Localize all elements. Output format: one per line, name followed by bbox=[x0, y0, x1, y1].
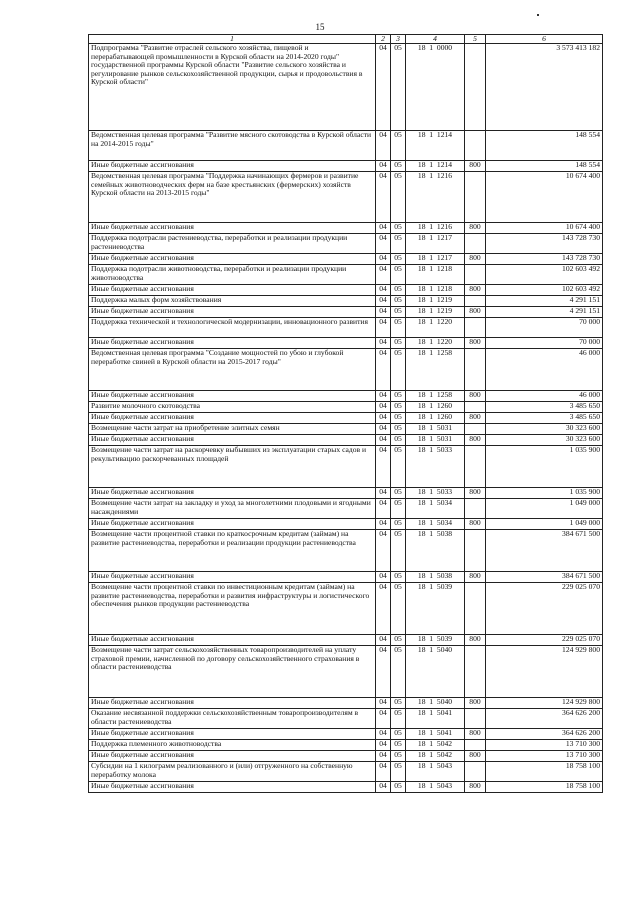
row-name: Иные бюджетные ассигнования bbox=[89, 488, 376, 499]
row-target-article: 18 1 1220 bbox=[406, 338, 465, 349]
row-subsection: 05 bbox=[391, 709, 406, 729]
row-expense-type bbox=[465, 318, 486, 338]
row-target-article: 18 1 1214 bbox=[406, 131, 465, 161]
row-expense-type bbox=[465, 646, 486, 698]
row-section: 04 bbox=[376, 762, 391, 782]
row-subsection: 05 bbox=[391, 635, 406, 646]
row-target-article: 18 1 5031 bbox=[406, 435, 465, 446]
row-name: Иные бюджетные ассигнования bbox=[89, 307, 376, 318]
row-target-article: 18 1 5043 bbox=[406, 762, 465, 782]
row-name: Возмещение части затрат сельскохозяйственных товаропроизводителей на уплату страховой премии, начисленной по договору сельскохозяйственного страхования в области растениеводства bbox=[89, 646, 376, 698]
row-subsection: 05 bbox=[391, 740, 406, 751]
row-name: Иные бюджетные ассигнования bbox=[89, 572, 376, 583]
row-subsection: 05 bbox=[391, 161, 406, 172]
row-target-article: 18 1 5043 bbox=[406, 782, 465, 793]
row-sum: 148 554 bbox=[486, 161, 603, 172]
row-subsection: 05 bbox=[391, 530, 406, 572]
row-section: 04 bbox=[376, 318, 391, 338]
row-subsection: 05 bbox=[391, 391, 406, 402]
table-body bbox=[89, 44, 603, 793]
table-row bbox=[89, 172, 603, 223]
row-expense-type bbox=[465, 762, 486, 782]
row-target-article: 18 1 5033 bbox=[406, 446, 465, 488]
row-subsection: 05 bbox=[391, 265, 406, 285]
row-target-article: 18 1 5040 bbox=[406, 698, 465, 709]
table-row bbox=[89, 446, 603, 488]
row-section: 04 bbox=[376, 254, 391, 265]
table-row bbox=[89, 519, 603, 530]
column-number-name: 1 bbox=[89, 35, 376, 44]
row-target-article: 18 1 5041 bbox=[406, 729, 465, 740]
row-sum: 46 000 bbox=[486, 391, 603, 402]
row-target-article: 18 1 5042 bbox=[406, 740, 465, 751]
row-subsection: 05 bbox=[391, 729, 406, 740]
row-name: Иные бюджетные ассигнования bbox=[89, 729, 376, 740]
row-section: 04 bbox=[376, 413, 391, 424]
row-name: Иные бюджетные ассигнования bbox=[89, 391, 376, 402]
row-expense-type bbox=[465, 131, 486, 161]
row-sum: 384 671 500 bbox=[486, 530, 603, 572]
row-name: Иные бюджетные ассигнования bbox=[89, 223, 376, 234]
row-target-article: 18 1 5034 bbox=[406, 499, 465, 519]
table-row bbox=[89, 265, 603, 285]
row-subsection: 05 bbox=[391, 499, 406, 519]
row-name: Возмещение части затрат на закладку и уход за многолетними плодовыми и ягодными насаждениями bbox=[89, 499, 376, 519]
row-sum: 1 035 900 bbox=[486, 446, 603, 488]
row-name: Ведомственная целевая программа "Развитие мясного скотоводства в Курской области на 2014-2015 годы" bbox=[89, 131, 376, 161]
row-sum: 1 035 900 bbox=[486, 488, 603, 499]
row-section: 04 bbox=[376, 729, 391, 740]
row-sum: 364 626 200 bbox=[486, 729, 603, 740]
row-subsection: 05 bbox=[391, 698, 406, 709]
row-sum: 102 603 492 bbox=[486, 265, 603, 285]
row-sum: 229 025 070 bbox=[486, 583, 603, 635]
row-subsection: 05 bbox=[391, 519, 406, 530]
row-target-article: 18 1 5038 bbox=[406, 572, 465, 583]
row-expense-type bbox=[465, 349, 486, 391]
row-target-article: 18 1 5042 bbox=[406, 751, 465, 762]
row-sum: 364 626 200 bbox=[486, 709, 603, 729]
table-row bbox=[89, 635, 603, 646]
row-target-article: 18 1 1214 bbox=[406, 161, 465, 172]
row-expense-type bbox=[465, 446, 486, 488]
row-name: Подпрограмма "Развитие отраслей сельского хозяйства, пищевой и перерабатывающей промышленности в Курской области на 2014-2020 годы" государственной программы Курской области "Развитие сельского хозяйства и регулирование рынков сельскохозяйственной продукции, сырья и продовольствия в Курской области" bbox=[89, 44, 376, 131]
row-expense-type: 800 bbox=[465, 338, 486, 349]
row-section: 04 bbox=[376, 285, 391, 296]
row-subsection: 05 bbox=[391, 762, 406, 782]
row-expense-type bbox=[465, 499, 486, 519]
row-subsection: 05 bbox=[391, 172, 406, 223]
row-name: Иные бюджетные ассигнования bbox=[89, 782, 376, 793]
table-row bbox=[89, 223, 603, 234]
table-row bbox=[89, 285, 603, 296]
row-section: 04 bbox=[376, 583, 391, 635]
row-subsection: 05 bbox=[391, 488, 406, 499]
row-name: Поддержка технической и технологической модернизации, инновационного развития bbox=[89, 318, 376, 338]
column-number-section: 2 bbox=[376, 35, 391, 44]
row-sum: 70 000 bbox=[486, 318, 603, 338]
row-sum: 13 710 300 bbox=[486, 740, 603, 751]
row-sum: 4 291 151 bbox=[486, 307, 603, 318]
row-expense-type bbox=[465, 296, 486, 307]
row-subsection: 05 bbox=[391, 583, 406, 635]
row-sum: 30 323 600 bbox=[486, 435, 603, 446]
table-row bbox=[89, 782, 603, 793]
row-expense-type: 800 bbox=[465, 161, 486, 172]
column-number-target-article: 4 bbox=[406, 35, 465, 44]
table-row bbox=[89, 530, 603, 572]
row-target-article: 18 1 1219 bbox=[406, 307, 465, 318]
row-section: 04 bbox=[376, 435, 391, 446]
row-target-article: 18 1 5041 bbox=[406, 709, 465, 729]
row-expense-type: 800 bbox=[465, 307, 486, 318]
row-section: 04 bbox=[376, 572, 391, 583]
row-subsection: 05 bbox=[391, 782, 406, 793]
row-name: Иные бюджетные ассигнования bbox=[89, 751, 376, 762]
table-row bbox=[89, 402, 603, 413]
row-section: 04 bbox=[376, 265, 391, 285]
table-row bbox=[89, 234, 603, 254]
table-row bbox=[89, 296, 603, 307]
row-target-article: 18 1 1258 bbox=[406, 391, 465, 402]
row-target-article: 18 1 1219 bbox=[406, 296, 465, 307]
row-sum: 4 291 151 bbox=[486, 296, 603, 307]
row-name: Возмещение части затрат на приобретение элитных семян bbox=[89, 424, 376, 435]
row-expense-type bbox=[465, 234, 486, 254]
row-expense-type bbox=[465, 172, 486, 223]
row-expense-type: 800 bbox=[465, 223, 486, 234]
row-subsection: 05 bbox=[391, 402, 406, 413]
row-subsection: 05 bbox=[391, 338, 406, 349]
row-subsection: 05 bbox=[391, 254, 406, 265]
row-section: 04 bbox=[376, 782, 391, 793]
row-expense-type: 800 bbox=[465, 782, 486, 793]
table-row bbox=[89, 729, 603, 740]
row-section: 04 bbox=[376, 349, 391, 391]
row-section: 04 bbox=[376, 646, 391, 698]
row-section: 04 bbox=[376, 234, 391, 254]
row-section: 04 bbox=[376, 44, 391, 131]
row-sum: 10 674 400 bbox=[486, 223, 603, 234]
row-name: Иные бюджетные ассигнования bbox=[89, 338, 376, 349]
row-target-article: 18 1 0000 bbox=[406, 44, 465, 131]
row-subsection: 05 bbox=[391, 349, 406, 391]
row-target-article: 18 1 1217 bbox=[406, 234, 465, 254]
row-section: 04 bbox=[376, 698, 391, 709]
row-subsection: 05 bbox=[391, 446, 406, 488]
row-sum: 18 758 100 bbox=[486, 782, 603, 793]
row-section: 04 bbox=[376, 709, 391, 729]
row-target-article: 18 1 5031 bbox=[406, 424, 465, 435]
row-section: 04 bbox=[376, 296, 391, 307]
row-target-article: 18 1 1258 bbox=[406, 349, 465, 391]
row-section: 04 bbox=[376, 161, 391, 172]
row-target-article: 18 1 1217 bbox=[406, 254, 465, 265]
row-target-article: 18 1 1218 bbox=[406, 265, 465, 285]
row-section: 04 bbox=[376, 424, 391, 435]
row-name: Развитие молочного скотоводства bbox=[89, 402, 376, 413]
row-name: Ведомственная целевая программа "Создание мощностей по убою и глубокой переработке свиней в Курской области на 2015-2017 годы" bbox=[89, 349, 376, 391]
table-row bbox=[89, 698, 603, 709]
row-sum: 1 049 000 bbox=[486, 519, 603, 530]
row-subsection: 05 bbox=[391, 131, 406, 161]
row-target-article: 18 1 1216 bbox=[406, 172, 465, 223]
row-subsection: 05 bbox=[391, 223, 406, 234]
row-expense-type bbox=[465, 265, 486, 285]
table-row bbox=[89, 44, 603, 131]
row-section: 04 bbox=[376, 307, 391, 318]
row-name: Возмещение части затрат на раскорчевку выбывших из эксплуатации старых садов и рекультивацию раскорчеванных площадей bbox=[89, 446, 376, 488]
row-name: Поддержка подотрасли животноводства, переработки и реализации продукции животноводства bbox=[89, 265, 376, 285]
row-name: Иные бюджетные ассигнования bbox=[89, 161, 376, 172]
row-name: Иные бюджетные ассигнования bbox=[89, 698, 376, 709]
row-target-article: 18 1 5033 bbox=[406, 488, 465, 499]
row-expense-type bbox=[465, 583, 486, 635]
column-number-sum: 6 bbox=[486, 35, 603, 44]
row-target-article: 18 1 1220 bbox=[406, 318, 465, 338]
row-expense-type bbox=[465, 44, 486, 131]
row-target-article: 18 1 1260 bbox=[406, 413, 465, 424]
row-name: Иные бюджетные ассигнования bbox=[89, 413, 376, 424]
table-row bbox=[89, 435, 603, 446]
row-expense-type: 800 bbox=[465, 698, 486, 709]
row-subsection: 05 bbox=[391, 234, 406, 254]
row-expense-type: 800 bbox=[465, 519, 486, 530]
table-row bbox=[89, 751, 603, 762]
row-sum: 124 929 800 bbox=[486, 646, 603, 698]
row-section: 04 bbox=[376, 499, 391, 519]
row-subsection: 05 bbox=[391, 572, 406, 583]
row-name: Иные бюджетные ассигнования bbox=[89, 435, 376, 446]
table-row bbox=[89, 318, 603, 338]
row-subsection: 05 bbox=[391, 424, 406, 435]
row-subsection: 05 bbox=[391, 435, 406, 446]
row-subsection: 05 bbox=[391, 751, 406, 762]
row-section: 04 bbox=[376, 635, 391, 646]
row-name: Поддержка подотрасли растениеводства, переработки и реализации продукции растениеводства bbox=[89, 234, 376, 254]
row-sum: 148 554 bbox=[486, 131, 603, 161]
row-sum: 13 710 300 bbox=[486, 751, 603, 762]
table-row bbox=[89, 572, 603, 583]
row-expense-type bbox=[465, 402, 486, 413]
row-subsection: 05 bbox=[391, 646, 406, 698]
row-subsection: 05 bbox=[391, 307, 406, 318]
row-section: 04 bbox=[376, 519, 391, 530]
table-row bbox=[89, 762, 603, 782]
row-expense-type: 800 bbox=[465, 391, 486, 402]
row-target-article: 18 1 1218 bbox=[406, 285, 465, 296]
table-row bbox=[89, 349, 603, 391]
budget-table bbox=[88, 34, 603, 793]
row-name: Возмещение части процентной ставки по инвестиционным кредитам (займам) на развитие растениеводства, переработки и развития инфраструктуры и логистического обеспечения рынков продукции растениеводства bbox=[89, 583, 376, 635]
row-name: Поддержка племенного животноводства bbox=[89, 740, 376, 751]
row-section: 04 bbox=[376, 131, 391, 161]
table-row bbox=[89, 391, 603, 402]
row-sum: 3 573 413 182 bbox=[486, 44, 603, 131]
row-section: 04 bbox=[376, 391, 391, 402]
row-target-article: 18 1 1216 bbox=[406, 223, 465, 234]
table-row bbox=[89, 307, 603, 318]
row-sum: 143 728 730 bbox=[486, 234, 603, 254]
table-row bbox=[89, 740, 603, 751]
table-row bbox=[89, 709, 603, 729]
row-target-article: 18 1 1260 bbox=[406, 402, 465, 413]
row-section: 04 bbox=[376, 338, 391, 349]
row-sum: 18 758 100 bbox=[486, 762, 603, 782]
table-row bbox=[89, 646, 603, 698]
row-sum: 384 671 500 bbox=[486, 572, 603, 583]
row-name: Возмещение части процентной ставки по краткосрочным кредитам (займам) на развитие растениеводства, переработки и реализации продукции растениеводства bbox=[89, 530, 376, 572]
table-row bbox=[89, 161, 603, 172]
row-expense-type: 800 bbox=[465, 488, 486, 499]
row-expense-type: 800 bbox=[465, 413, 486, 424]
row-sum: 229 025 070 bbox=[486, 635, 603, 646]
row-section: 04 bbox=[376, 172, 391, 223]
table-row bbox=[89, 254, 603, 265]
row-section: 04 bbox=[376, 223, 391, 234]
row-section: 04 bbox=[376, 488, 391, 499]
row-sum: 30 323 600 bbox=[486, 424, 603, 435]
row-name: Иные бюджетные ассигнования bbox=[89, 519, 376, 530]
table-row bbox=[89, 424, 603, 435]
row-name: Поддержка малых форм хозяйствования bbox=[89, 296, 376, 307]
row-section: 04 bbox=[376, 402, 391, 413]
row-name: Ведомственная целевая программа "Поддержка начинающих фермеров и развитие семейных животноводческих ферм на базе крестьянских (фермерских) хозяйств Курской области на 2013-2015 годы" bbox=[89, 172, 376, 223]
row-subsection: 05 bbox=[391, 285, 406, 296]
row-sum: 10 674 400 bbox=[486, 172, 603, 223]
table-row bbox=[89, 488, 603, 499]
row-target-article: 18 1 5038 bbox=[406, 530, 465, 572]
page-number: 15 bbox=[315, 22, 325, 32]
row-sum: 124 929 800 bbox=[486, 698, 603, 709]
row-sum: 3 485 650 bbox=[486, 413, 603, 424]
row-name: Иные бюджетные ассигнования bbox=[89, 285, 376, 296]
row-target-article: 18 1 5034 bbox=[406, 519, 465, 530]
row-expense-type: 800 bbox=[465, 751, 486, 762]
row-subsection: 05 bbox=[391, 413, 406, 424]
scan-speck bbox=[537, 14, 539, 16]
row-expense-type bbox=[465, 740, 486, 751]
row-name: Субсидии на 1 килограмм реализованного и (или) отгруженного на собственную переработку молока bbox=[89, 762, 376, 782]
row-sum: 143 728 730 bbox=[486, 254, 603, 265]
row-expense-type: 800 bbox=[465, 254, 486, 265]
row-name: Оказание несвязанной поддержки сельскохозяйственным товаропроизводителям в области растениеводства bbox=[89, 709, 376, 729]
row-sum: 3 485 650 bbox=[486, 402, 603, 413]
row-expense-type bbox=[465, 424, 486, 435]
row-expense-type: 800 bbox=[465, 435, 486, 446]
column-number-subsection: 3 bbox=[391, 35, 406, 44]
row-sum: 102 603 492 bbox=[486, 285, 603, 296]
row-sum: 46 000 bbox=[486, 349, 603, 391]
row-name: Иные бюджетные ассигнования bbox=[89, 635, 376, 646]
table-row bbox=[89, 583, 603, 635]
row-target-article: 18 1 5040 bbox=[406, 646, 465, 698]
row-subsection: 05 bbox=[391, 44, 406, 131]
row-section: 04 bbox=[376, 740, 391, 751]
row-expense-type bbox=[465, 530, 486, 572]
row-target-article: 18 1 5039 bbox=[406, 635, 465, 646]
table-row bbox=[89, 131, 603, 161]
row-section: 04 bbox=[376, 530, 391, 572]
row-subsection: 05 bbox=[391, 318, 406, 338]
table-row bbox=[89, 338, 603, 349]
row-expense-type: 800 bbox=[465, 729, 486, 740]
row-expense-type: 800 bbox=[465, 285, 486, 296]
row-section: 04 bbox=[376, 751, 391, 762]
table-row bbox=[89, 499, 603, 519]
row-name: Иные бюджетные ассигнования bbox=[89, 254, 376, 265]
row-sum: 70 000 bbox=[486, 338, 603, 349]
row-expense-type: 800 bbox=[465, 635, 486, 646]
row-sum: 1 049 000 bbox=[486, 499, 603, 519]
table-row bbox=[89, 413, 603, 424]
row-section: 04 bbox=[376, 446, 391, 488]
column-number-expense-type: 5 bbox=[465, 35, 486, 44]
row-expense-type bbox=[465, 709, 486, 729]
row-subsection: 05 bbox=[391, 296, 406, 307]
row-target-article: 18 1 5039 bbox=[406, 583, 465, 635]
row-expense-type: 800 bbox=[465, 572, 486, 583]
